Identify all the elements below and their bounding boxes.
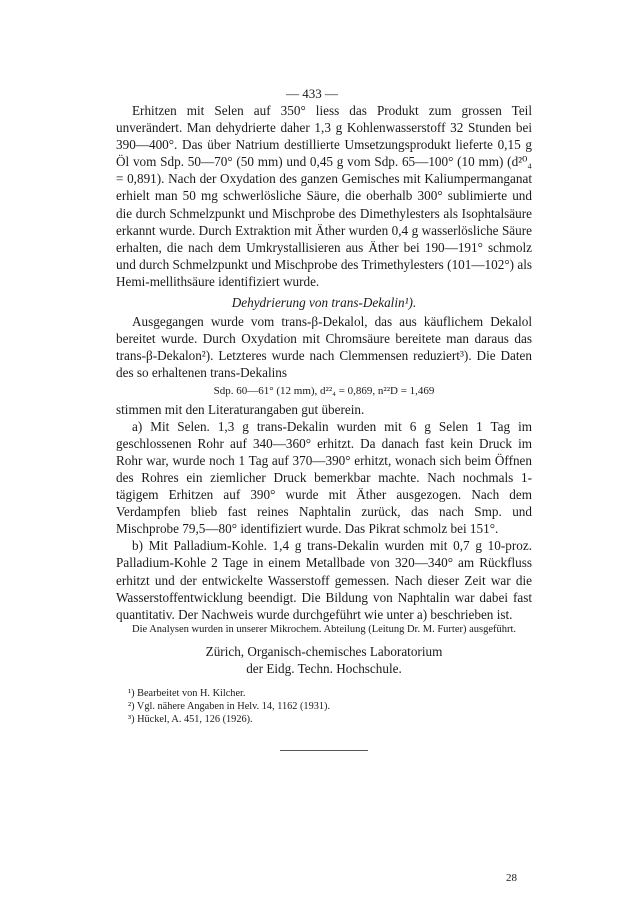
paragraph-selen-dehydration: Erhitzen mit Selen auf 350° liess das Produkt zum grossen Teil unverändert. Man dehydrierte daher 1,3 g Kohlenwasserstoff 32 Stunden bei 390—400°. Das über Natrium destillierte Umsetzungsprodukt lieferte 0,15 g Öl vom Sdp. 50—70° (50 mm) und 0,45 g vom Sdp. 65—100° (10 mm) (d²⁰₄ = 0,891). Nach der Oxydation des ganzen Gemisches mit Kaliumpermanganat erhielt man 50 mg schwerlösliche Säure, die oberhalb 300° sublimierte und die durch Schmelzpunkt und Mischprobe des Dimethylesters als Isophtalsäure erkannt wurde. Durch Extraktion mit Äther wurden 0,4 g wasserlösliche Säure erhalten, die nach dem Umkrystallisieren aus Äther bei 190—191° schmolz und durch Schmelzpunkt und Mischprobe des Trimethylesters (101—102°) als Hemi-mellithsäure identifiziert wurde. [116,103,532,289]
signature-line-2: der Eidg. Techn. Hochschule. [246,660,402,676]
paragraph-mit-selen: a) Mit Selen. 1,3 g trans-Dekalin wurden mit 6 g Selen 1 Tag im geschlossenen Rohr auf 340—360° erhitzt. Da danach fast kein Druck im Rohr war, wurde noch 1 Tag auf 370—390° erhitzt, wonach sich beim Öffnen des Rohres ein ziemlicher Druck bemerkbar machte. Nach nochmals 1-tägigem Erhitzen auf 390° wurde mit Äther ausgezogen. Nach dem Verdampfen blieb fast reines Naphtalin zurück, das nach Smp. und Mischprobe 79,5—80° identifiziert wurde. Das Pikrat schmolz bei 151°. [116,418,532,537]
analysis-note: Die Analysen wurden in unserer Mikrochem. Abteilung (Leitung Dr. M. Furter) ausgeführt. [132,623,517,635]
end-rule [280,750,368,751]
signature-block [116,643,532,677]
article-body [116,102,532,751]
section-heading: Dehydrierung von trans-Dekalin¹). [231,295,417,311]
footnote-2: ²) Vgl. nähere Angaben in Helv. 14, 1162 (1931). [128,701,331,713]
footnote-3: ³) Hückel, A. 451, 126 (1926). [128,714,253,726]
paragraph-agreement: stimmen mit den Literaturangaben gut überein. [116,401,365,417]
physical-data-formula: Sdp. 60—61° (12 mm), d²²₄ = 0,869, n²²D = 1,469 [213,384,435,397]
signature-line-1: Zürich, Organisch-chemisches Laboratorium [205,643,443,659]
footnote-1: ¹) Bearbeitet von H. Kilcher. [128,687,246,699]
sheet-number: 28 [506,872,517,884]
page-number: — 433 — [286,86,338,101]
paragraph-palladium-kohle: b) Mit Palladium-Kohle. 1,4 g trans-Dekalin wurden mit 0,7 g 10-proz. Palladium-Kohle 2 Tage in einem Metallbade von 320—340° am Rückfluss erhitzt und der entwickelte Wasserstoff gemessen. Nach dieser Zeit war die Wasserstoffentwicklung beendigt. Die Bildung von Naphtalin war dabei fast quantitativ. Der Nachweis wurde durchgeführt wie unter a) beschrieben ist. [116,538,532,622]
paragraph-starting-material: Ausgegangen wurde vom trans-β-Dekalol, das aus käuflichem Dekalol bereitet wurde. Durch Oxydation mit Chromsäure bereitete man daraus das trans-β-Dekalon²). Letzteres wurde nach Clemmensen reduziert³). Die Daten des so erhaltenen trans-Dekalins [116,314,532,381]
